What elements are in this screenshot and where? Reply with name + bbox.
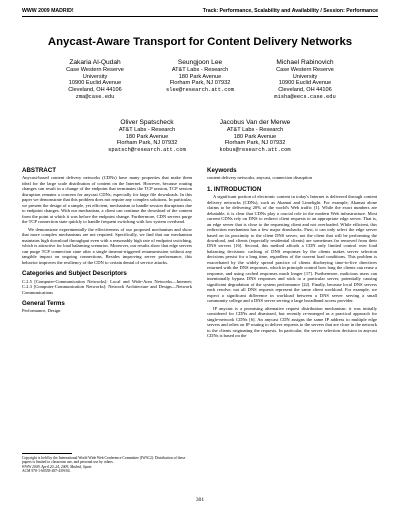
header-rule xyxy=(22,16,378,17)
copyright-footnote xyxy=(22,453,192,474)
author-email: spatsch@research.att.com xyxy=(108,147,186,154)
general-terms-text: Performance, Design xyxy=(22,308,61,314)
general-terms-heading: General Terms xyxy=(22,300,65,308)
author-block xyxy=(92,120,202,154)
author-affiliation: 180 Park Avenue xyxy=(233,133,277,140)
author-affiliation: AT&T Labs - Research xyxy=(226,126,284,133)
footnote-line: WWW 2009, April 20–24, 2009, Madrid, Spain. xyxy=(22,464,93,469)
author-affiliation: AT&T Labs - Research xyxy=(118,126,176,133)
abstract-paragraph: We demonstrate experimentally the effectiveness of our proposed mechanism and show that more complex mechanisms are not required. Specifically, we find that our mechanism maintains high download throughput even with a reasonably high rate of endpoint switching, which is attractive for load balancing scenarios. Moreover, our results show that edge servers can purge TCP connection state after a single timeout-triggered retransmission without any tangible impact on ongoing connections. Besides improving server performance, this behavior improves the resiliency of the CDN to certain denial of service attacks. xyxy=(22,227,192,265)
footnote-rule xyxy=(22,453,72,454)
right-column xyxy=(207,168,377,341)
author-block xyxy=(40,60,150,101)
header-conference: WWW 2009 MADRID! xyxy=(22,8,74,14)
abstract-heading: ABSTRACT xyxy=(22,167,57,174)
author-address: Cleveland, OH 44106 xyxy=(68,87,122,94)
author-name: Jacobus Van der Merwe xyxy=(219,119,291,126)
author-email: kobus@research.att.com xyxy=(219,147,291,154)
author-affiliation: University xyxy=(82,73,108,80)
introduction-heading: 1. INTRODUCTION xyxy=(207,185,262,193)
author-block xyxy=(250,60,360,101)
author-name: Oliver Spatscheck xyxy=(120,119,174,126)
page-header xyxy=(22,6,378,18)
footnote-line: ACM 978-1-60558-487-4/09/04. xyxy=(22,469,71,474)
author-affiliation: Case Western Reserve xyxy=(276,66,334,73)
author-email: slee@research.att.com xyxy=(166,87,234,94)
keywords-heading: Keywords xyxy=(207,167,237,174)
author-affiliation: University xyxy=(292,73,318,80)
author-affiliation: AT&T Labs - Research xyxy=(171,66,229,73)
keywords-text: content delivery networks, anycast, connection disruption xyxy=(207,175,312,181)
author-address: Florham Park, NJ 07932 xyxy=(169,80,231,87)
introduction-paragraph: A significant portion of electronic content in today's Internet is delivered through content delivery networks (CDNs), such as Akamai and Limelight. For example, Akamai alone claims to be delivering 20% of the world's Web traffic [1]. While the exact numbers are debatable, it is clear that CDNs play a crucial role in the modern Web infrastructure. Most current CDNs rely on DNS to redirect client requests to an appropriate edge server. That is, an edge server that is close to the requesting client and not overloaded. While efficient, this redirection mechanism has a few major drawbacks. First, it can only select the edge server based on its proximity to the client DNS server, not the client that will be performing the download, and clients (especially residential clients) are sometimes far removed from their DNS servers [16]. Second, this method affords a CDN only limited control over load balancing decisions: caching of DNS responses by the clients makes server selection decisions persist for a long time, regardless of the current load conditions. This problem is exacerbated by the widely spread practice of clients disobeying time-to-live directives returned with the DNS responses, which in principle control how long the clients can reuse a response, and using cached responses much longer [17]. Furthermore, malicious users can intentionally bypass DNS responses and stick to a particular server, potentially causing significant degradation of the system performance [22]. Finally, because local DNS servers each resolve, not all DNS requests represent the same client workload. For example, we expect a significant difference in workload between a DNS server serving a small community college and a DNS server serving a large broadband access provider. xyxy=(207,194,377,303)
categories-heading: Categories and Subject Descriptors xyxy=(22,270,127,278)
author-address: Cleveland, OH 44106 xyxy=(278,87,332,94)
author-block xyxy=(200,120,310,154)
author-address: 10900 Euclid Avenue xyxy=(278,80,332,87)
author-name: Michael Rabinovich xyxy=(276,59,334,66)
author-address: 10900 Euclid Avenue xyxy=(68,80,122,87)
left-column xyxy=(22,168,192,316)
author-affiliation: 180 Park Avenue xyxy=(178,73,222,80)
author-name: Zakaria Al-Qudah xyxy=(69,59,121,66)
author-block xyxy=(145,60,255,94)
introduction-paragraph: IP anycast is a promising alternative request distribution mechanism: it was initially considered for CDNs and dismissed, but recently re-emerged as a practical approach for single-network CDNs [6]. An anycast CDN assigns the same IP address to multiple edge servers and relies on IP routing to deliver requests to the servers that are close in the network to the clients originating the requests. In particular, the server selection decision in anycast CDNs is based on the xyxy=(207,305,377,339)
author-email: misha@eecs.case.edu xyxy=(274,93,336,100)
author-affiliation: Case Western Reserve xyxy=(66,66,124,73)
author-name: Seungjoon Lee xyxy=(177,59,223,66)
header-track: Track: Performance, Scalability and Availability / Session: Performance xyxy=(202,8,378,14)
abstract-paragraph: Anycast-based content delivery networks (CDNs) have many properties that make them ideal for the large scale distribution of content on the Internet. However, because routing changes can result in a change of the endpoint that terminates the TCP session, TCP session disruption remains a concern for anycast CDNs, especially for large file downloads. In this paper we demonstrate that this problem does not require any complex solutions. In particular, we present the design of a simple, yet efficient, mechanism to handle session disruptions due to endpoint changes. With our mechanism, a client can continue the download of the content from the point at which it was before the endpoint change. Furthermore, CDN servers purge the TCP connection state quickly to handle frequent switching with low system overhead. xyxy=(22,175,192,225)
categories-text: C.2.5 [Computer-Communication Networks]: Local and Wide-Area Networks—Internet; C.2.3 [Computer-Communication Networks]: Network Architecture and Design—Network Communications xyxy=(22,278,192,295)
paper-title: Anycast-Aware Transport for Content Delivery Networks xyxy=(47,36,353,48)
author-email: zma@case.edu xyxy=(75,93,115,100)
author-affiliation: 180 Park Avenue xyxy=(125,133,169,140)
author-address: Florham Park, NJ 07932 xyxy=(116,140,178,147)
author-address: Florham Park, NJ 07932 xyxy=(224,140,286,147)
footnote-line: Copyright is held by the International World Wide Web Conference Committee (IW3C2). Distribution of these papers is limited to classroom use, and personal use by others. xyxy=(22,456,186,465)
page-number: 301 xyxy=(195,497,205,503)
